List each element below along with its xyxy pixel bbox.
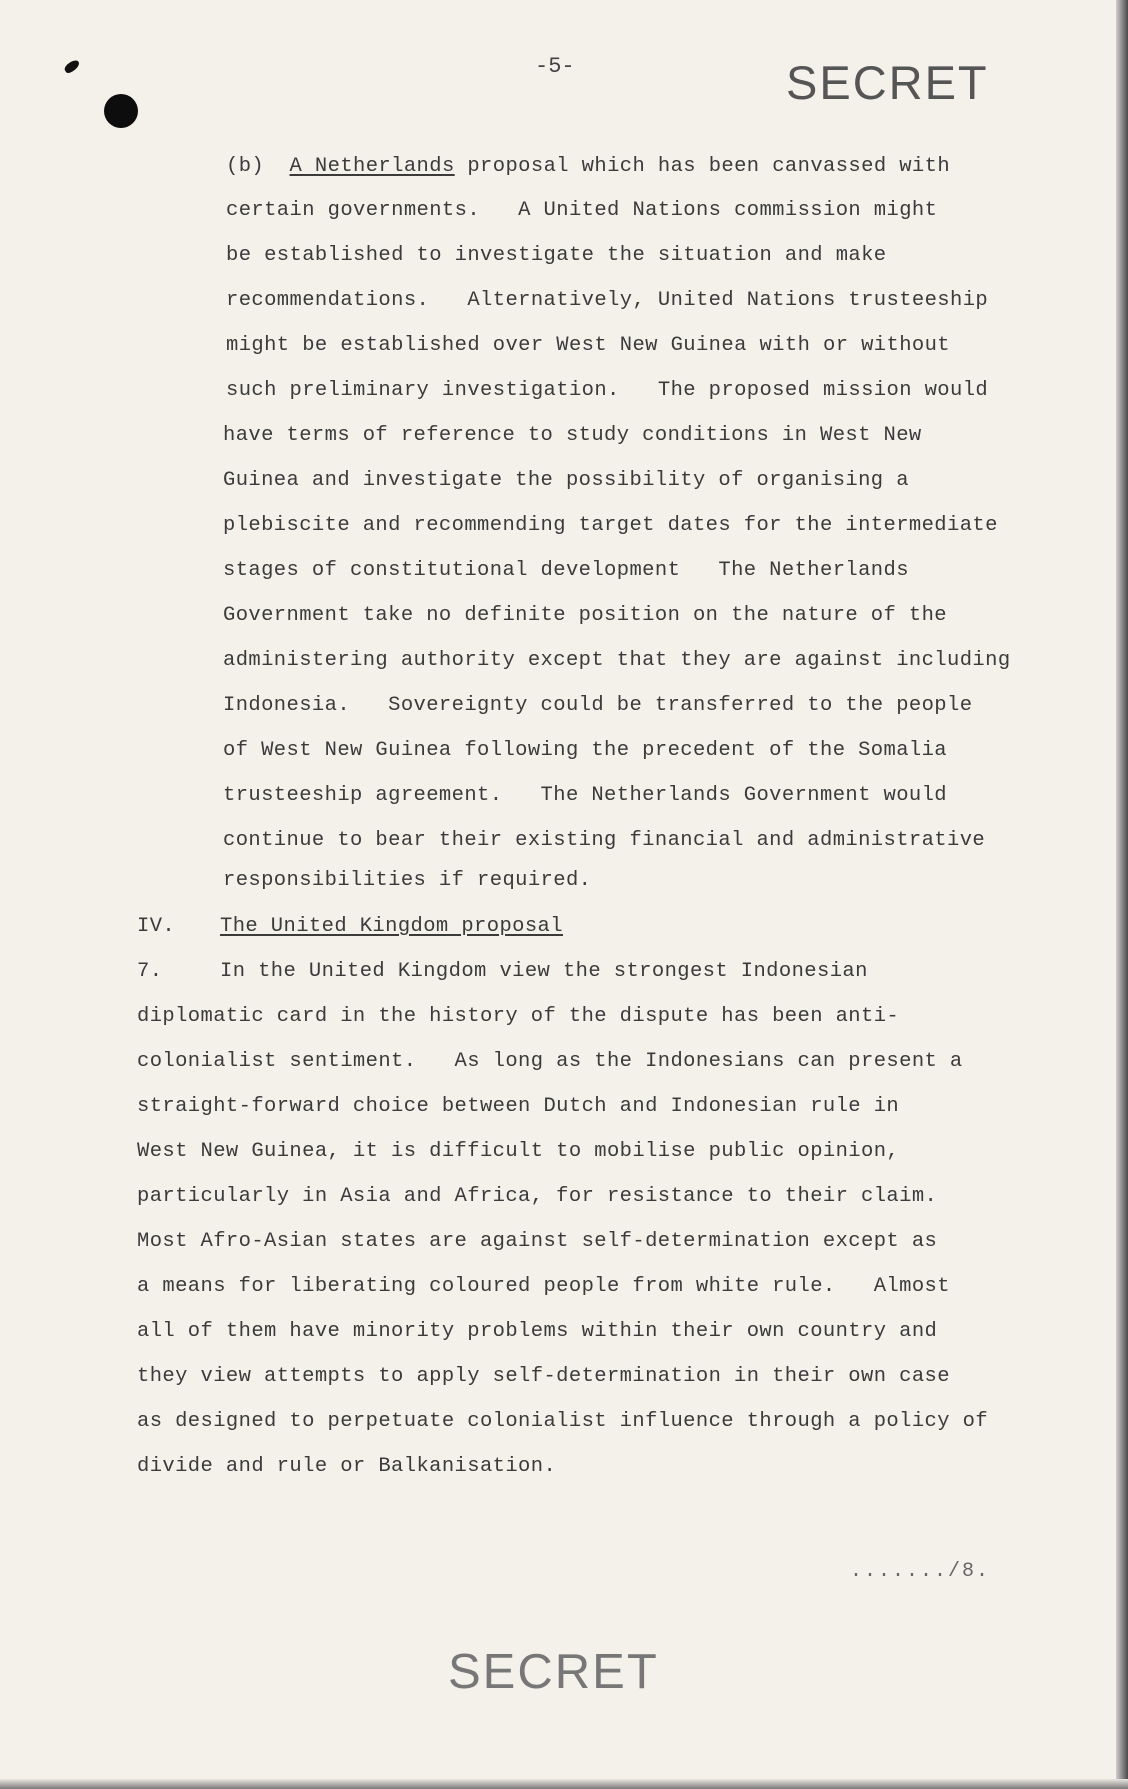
paragraph-7-number: 7. bbox=[137, 960, 163, 983]
paragraph-7-line: divide and rule or Balkanisation. bbox=[137, 1455, 557, 1478]
ink-mark bbox=[63, 59, 81, 75]
paragraph-b-line: continue to bear their existing financial and administrative bbox=[223, 829, 986, 852]
paragraph-b-heading: A Netherlands bbox=[289, 155, 455, 178]
paragraph-b-first-line bbox=[226, 155, 950, 178]
paragraph-7-line: Most Afro-Asian states are against self-determination except as bbox=[137, 1230, 938, 1253]
paragraph-b-line: Guinea and investigate the possibility of organising a bbox=[223, 469, 909, 492]
paragraph-b-line: Government take no definite position on the nature of the bbox=[223, 604, 948, 627]
scan-border-right bbox=[1116, 0, 1128, 1789]
paragraph-7-line: In the United Kingdom view the strongest Indonesian bbox=[220, 960, 868, 983]
punch-hole bbox=[104, 94, 138, 128]
paragraph-b-line: Indonesia. Sovereignty could be transferred to the people bbox=[223, 694, 973, 717]
classification-header: SECRET bbox=[786, 56, 989, 109]
paragraph-b-line: administering authority except that they are against including bbox=[223, 649, 1011, 672]
page-number: -5- bbox=[535, 54, 575, 79]
paragraph-7-line: particularly in Asia and Africa, for resistance to their claim. bbox=[137, 1185, 938, 1208]
paragraph-7-line: diplomatic card in the history of the dispute has been anti- bbox=[137, 1005, 900, 1028]
paragraph-b-line: responsibilities if required. bbox=[223, 869, 592, 892]
paragraph-b-line-0: proposal which has been canvassed with bbox=[467, 155, 951, 178]
paragraph-7-line: all of them have minority problems within their own country and bbox=[137, 1320, 938, 1343]
paragraph-b-line: trusteeship agreement. The Netherlands Government would bbox=[223, 784, 948, 807]
paragraph-b-line: recommendations. Alternatively, United Nations trusteeship bbox=[226, 289, 989, 312]
paragraph-7-line: colonialist sentiment. As long as the Indonesians can present a bbox=[137, 1050, 963, 1073]
paragraph-b-line: have terms of reference to study conditions in West New bbox=[223, 424, 922, 447]
paragraph-b-label: (b) bbox=[226, 155, 265, 178]
paragraph-b-line: be established to investigate the situation and make bbox=[226, 244, 887, 267]
paragraph-b-line: of West New Guinea following the precedent of the Somalia bbox=[223, 739, 948, 762]
paragraph-b-line: certain governments. A United Nations commission might bbox=[226, 199, 938, 222]
paragraph-7-line: as designed to perpetuate colonialist influence through a policy of bbox=[137, 1410, 989, 1433]
scan-border-bottom bbox=[0, 1779, 1128, 1789]
section-iv-heading: The United Kingdom proposal bbox=[220, 915, 563, 938]
paragraph-b-line: might be established over West New Guinea with or without bbox=[226, 334, 951, 357]
paragraph-b-line: stages of constitutional development The Netherlands bbox=[223, 559, 909, 582]
paragraph-7-line: West New Guinea, it is difficult to mobilise public opinion, bbox=[137, 1140, 900, 1163]
paragraph-b-line: such preliminary investigation. The proposed mission would bbox=[226, 379, 989, 402]
classification-footer: SECRET bbox=[448, 1645, 659, 1699]
section-iv-number: IV. bbox=[137, 915, 176, 938]
paragraph-b-line: plebiscite and recommending target dates for the intermediate bbox=[223, 514, 998, 537]
paragraph-7-line: straight-forward choice between Dutch and Indonesian rule in bbox=[137, 1095, 900, 1118]
continuation-marker: ......./8. bbox=[850, 1560, 991, 1583]
paragraph-7-line: they view attempts to apply self-determination in their own case bbox=[137, 1365, 950, 1388]
paragraph-7-line: a means for liberating coloured people from white rule. Almost bbox=[137, 1275, 950, 1298]
